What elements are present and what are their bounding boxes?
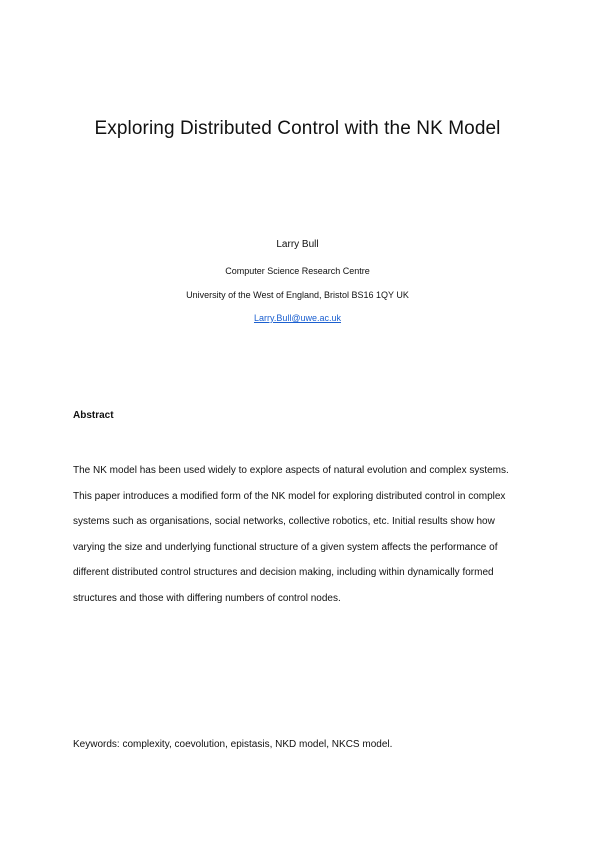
abstract-heading: Abstract	[73, 410, 114, 421]
affiliation-university: University of the West of England, Bristol BS16 1QY UK	[186, 290, 409, 300]
author-name: Larry Bull	[276, 239, 319, 250]
keywords: Keywords: complexity, coevolution, epistasis, NKD model, NKCS model.	[73, 739, 393, 750]
paper-title: Exploring Distributed Control with the NK Model	[94, 118, 501, 139]
author-email	[0, 313, 595, 323]
abstract-text: The NK model has been used widely to explore aspects of natural evolution and complex systems. This paper introduces a modified form of the NK model for exploring distributed control in complex systems such as organisations, social networks, collective robotics, etc. Initial results show how varying the size and underlying functional structure of a given system affects the performance of different distributed control structures and decision making, including within dynamically formed structures and those with differing numbers of control nodes.	[73, 465, 509, 604]
affiliation-department: Computer Science Research Centre	[225, 266, 370, 276]
author-email-link[interactable]: Larry.Bull@uwe.ac.uk	[253, 313, 341, 323]
